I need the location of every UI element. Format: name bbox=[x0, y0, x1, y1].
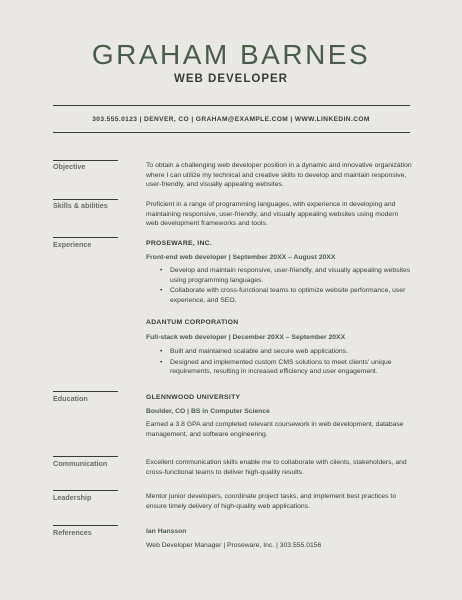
skills-label: Skills & abilities bbox=[53, 201, 108, 210]
resume-title: WEB DEVELOPER bbox=[174, 73, 288, 85]
leadership-label: Leadership bbox=[53, 493, 92, 502]
list-item: • Collaborate with cross-functional teams to optimize website performance, user experience, and SEO. bbox=[160, 286, 412, 305]
experience-label: Experience bbox=[53, 240, 92, 249]
job-company: PROSEWARE, INC. bbox=[146, 240, 213, 247]
header-rule-bottom bbox=[53, 132, 410, 133]
contact-line: 303.555.0123 | DENVER, CO | GRAHAM@EXAMPLE.COM | WWW.LINKEDIN.COM bbox=[92, 116, 370, 123]
objective-divider bbox=[53, 160, 118, 161]
list-item: • Develop and maintain responsive, user-friendly, and visually appealing websites using programming languages. bbox=[160, 266, 412, 285]
header-rule-top bbox=[53, 105, 410, 106]
references-divider bbox=[53, 525, 118, 526]
reference-detail: Web Developer Manager | Proseware, Inc. | 303.555.0156 bbox=[146, 542, 322, 549]
objective-label: Objective bbox=[53, 162, 86, 171]
leadership-text: Mentor junior developers, coordinate project tasks, and implement best practices to ensure timely delivery of high-quality web applications. bbox=[146, 493, 397, 510]
education-label: Education bbox=[53, 394, 88, 403]
objective-text: To obtain a challenging web developer position in a dynamic and innovative organization where I can utilize my technical and creative skills to develop and maintain responsive, user-friendly, and visually appealing websites. bbox=[146, 162, 412, 189]
skills-divider bbox=[53, 199, 118, 200]
experience-divider bbox=[53, 237, 118, 238]
communication-text: Excellent communication skills enable me to collaborate with clients, stakeholders, and cross-functional teams to deliver high-quality results. bbox=[146, 459, 407, 476]
references-label: References bbox=[53, 528, 92, 537]
education-school: GLENNWOOD UNIVERSITY bbox=[146, 394, 241, 401]
list-item: • Designed and implemented custom CMS solutions to meet clients' unique requirements, resulting in increased efficiency and user engagement. bbox=[160, 358, 412, 377]
job-role: Front-end web developer | September 20XX – August 20XX bbox=[146, 254, 336, 261]
list-item: • Built and maintained scalable and secure web applications. bbox=[160, 347, 412, 357]
skills-text: Proficient in a range of programming languages, with experience in developing and maintaining responsive, user-friendly, and visually appealing websites using modern web development frameworks and tools. bbox=[146, 201, 399, 228]
job-bullets bbox=[160, 266, 412, 306]
education-text: Earned a 3.8 GPA and completed relevant coursework in web development, database management, and software engineering. bbox=[146, 421, 404, 438]
job-bullets bbox=[160, 347, 412, 378]
communication-divider bbox=[53, 456, 118, 457]
resume-name: GRAHAM BARNES bbox=[91, 39, 371, 70]
reference-name: Ian Hansson bbox=[146, 528, 187, 535]
education-degree: Boulder, CO | BS in Computer Science bbox=[146, 408, 270, 415]
leadership-divider bbox=[53, 490, 118, 491]
education-divider bbox=[53, 391, 118, 392]
job-company: ADANTUM CORPORATION bbox=[146, 319, 239, 326]
job-role: Full-stack web developer | December 20XX – September 20XX bbox=[146, 334, 346, 341]
communication-label: Communication bbox=[53, 459, 108, 468]
